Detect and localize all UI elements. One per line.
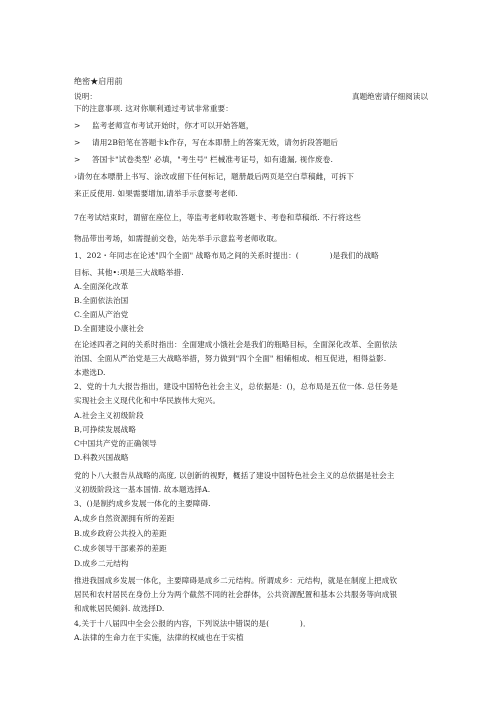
- body-line: B.全面依法治国: [74, 296, 129, 305]
- instruction-item: 请用2B铅笔在答题卡k作存，写在本即册上的答案无效，请勿折段答题后: [92, 138, 339, 147]
- body-line: D.全面建设小康社会: [74, 324, 144, 333]
- body-line: 本遨选D.: [74, 368, 106, 377]
- body-line: 推进我国成乡发展一体化，主要障碍是成乡二元结构。所谓成乡：元结构，就是在制度上把成钦: [74, 576, 398, 585]
- body-line: A.法律的生命力在于实施，法律的权威也在于实植: [74, 633, 244, 642]
- body-line: C.成乡领导干部素养的差距: [74, 544, 167, 553]
- instructions-right-note: 真题绝密请仔细阅读以: [352, 92, 428, 101]
- body-line: A.全面深化改革: [74, 282, 129, 291]
- instructions-line-7: 来正反使用. 如果需要增加,请举手示意要考老师.: [74, 189, 238, 198]
- instructions-label: 说明：: [74, 92, 98, 101]
- body-line: A.社会主义初级阶段: [74, 411, 144, 420]
- instruction-item: 监考老师宣布考试开始时，你才可以开始答题，: [92, 121, 254, 130]
- body-line: 居民和农村居民在身份上分为两个截然不同的社会群体，公共资源配置和基本公共服务等向成银: [74, 590, 398, 599]
- bullet-marker: >: [74, 121, 81, 130]
- body-line: 义初级阶段这一基本国情. 故本题选择A.: [74, 485, 211, 494]
- body-line: 在论述四者之间的关系时指出：全面建成小饿社会是我们的瓶略目标，全面深化改革、全面依法: [74, 340, 398, 349]
- body-line: C中国共产党的正确领导: [74, 439, 157, 448]
- body-line: B.成乡政府公共投入的差距: [74, 529, 167, 538]
- bullet-marker: >: [74, 155, 81, 164]
- bullet-marker: >: [74, 138, 81, 147]
- instructions-line-6: ›请勿在本嘌册上书写、涂改或留下任何标记，题册最后两页是空白草稿雌，可拆下: [74, 172, 355, 181]
- body-line: 治国、全面从严治党是三大战略举措，努力做到"四个全面" 相辅相成、相互促进，相得益影.: [74, 354, 387, 363]
- instructions-line-2: 下的注意事项. 这对你顺利通过考试非常重要：: [74, 104, 233, 113]
- body-line: 2、党的十九大报告指出，建设中国特色社会主义，总依据是：()，总布局是五位一体. 总任务是: [74, 382, 398, 391]
- instructions-line-9: 物品带出考场，如需提前交卷，站先举手示意监考老师收取。: [74, 234, 282, 243]
- body-line: 目标、其他•:项是三大战略举措.: [74, 268, 184, 277]
- body-line: 4,关于十八届四中全会公报的内容，下列说法中错误的是( )．: [74, 619, 311, 628]
- instruction-item: 答国卡"试卷类型' 必填，"考生号" 栏械准考证号，如有遗漏, 视作废卷.: [92, 155, 333, 164]
- body-line: B,可挣续发展战略: [74, 425, 137, 434]
- body-line: D.科教兴国战略: [74, 453, 129, 462]
- body-line: 1、202・年同志在论述"四个全面" 战略布局之间的关系时提出：( )是我们的战略: [74, 251, 379, 260]
- body-line: 党的卜八大报告从战略的高度, 以创新的视野，概括了建设中国特色社会主义的总依据是社会主: [74, 471, 395, 480]
- body-line: 实现社会主义现代化和中华民族伟大宛兴。: [74, 396, 221, 405]
- body-line: 3、()是制约成乡发展一体化的主要障碍.: [74, 499, 211, 508]
- body-line: 和成帐居民倾斜. 故选择D.: [74, 604, 165, 613]
- body-line: A,成乡自然资源拥有所的差距: [74, 514, 175, 523]
- body-line: D.成乡二元结构: [74, 559, 129, 568]
- body-line: C.全面从产治党: [74, 310, 129, 319]
- instructions-line-8: 7在考试结束时，谓留在座位上，等监考老师收取答题卡、考卷和草稿纸. 不行将这些: [74, 213, 361, 222]
- header-title: 绝密★启用前: [74, 77, 123, 86]
